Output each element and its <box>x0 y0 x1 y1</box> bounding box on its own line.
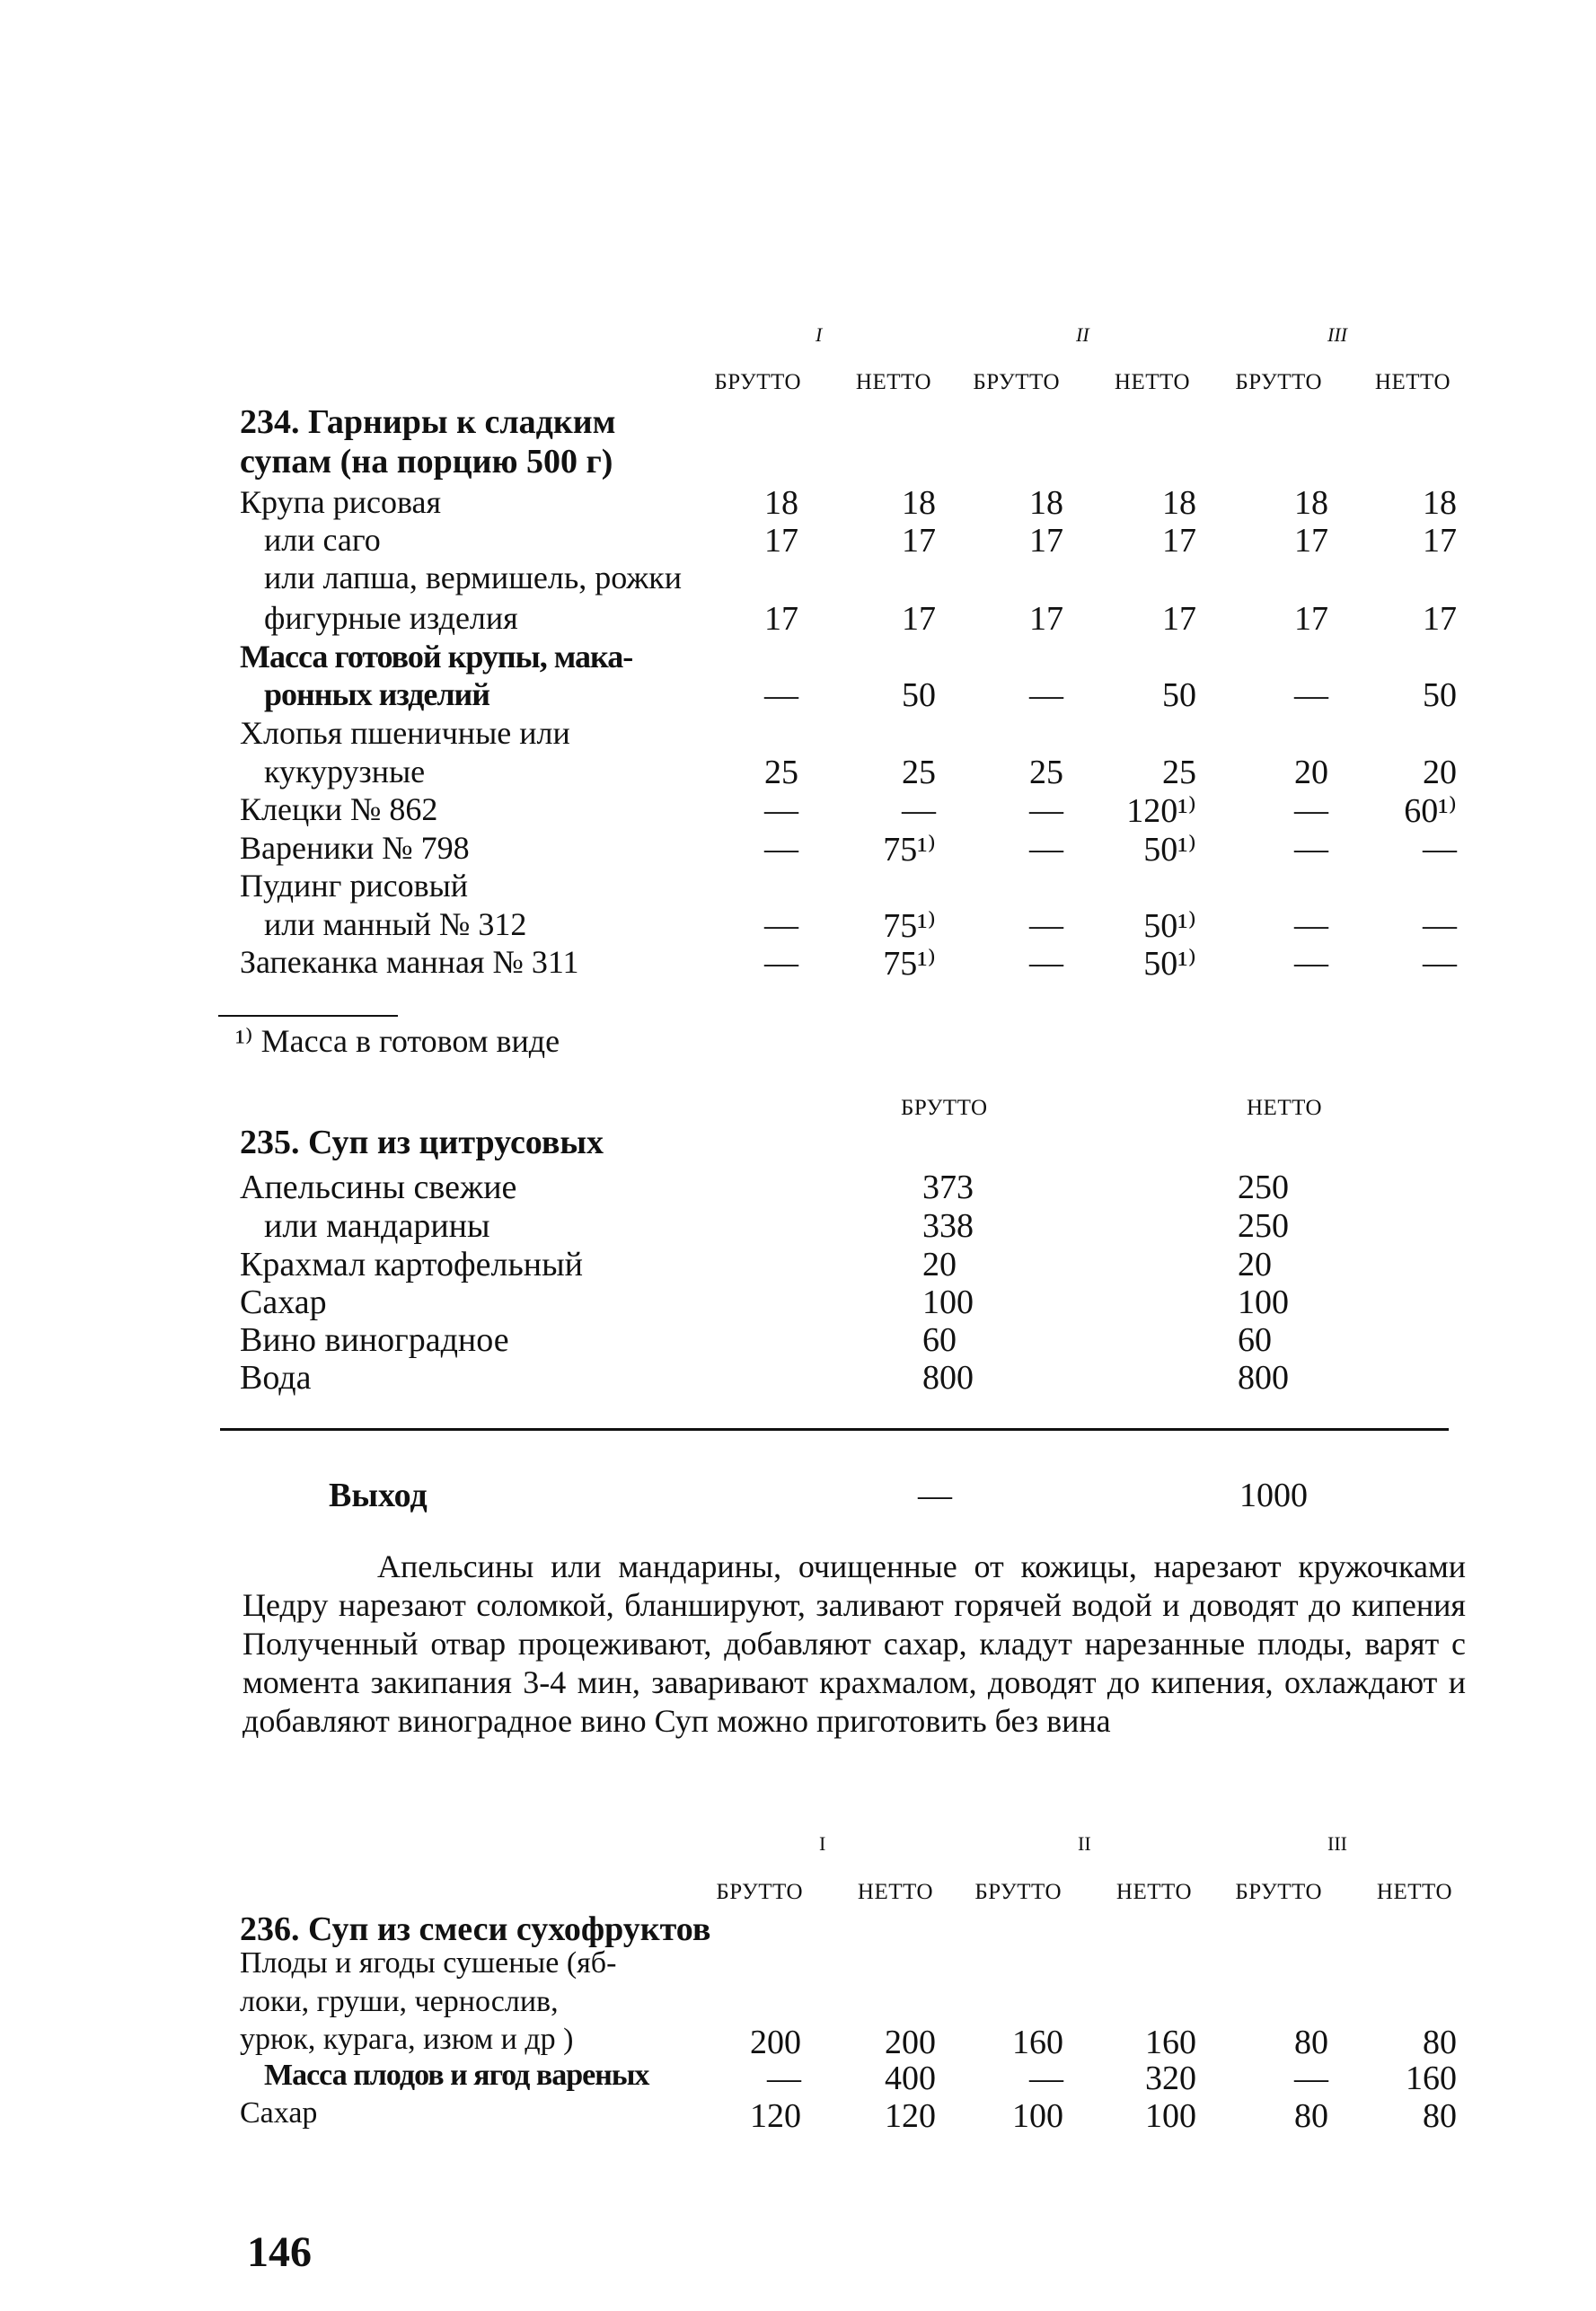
table-cell: 320 <box>1145 2060 1196 2097</box>
table-cell: — <box>1294 676 1328 714</box>
page-number: 146 <box>247 2228 312 2276</box>
row-label: ронных изделий <box>264 676 490 712</box>
table-cell: 25 <box>902 754 936 791</box>
row-label: Крупа рисовая <box>240 484 442 520</box>
table-cell: 100 <box>1012 2097 1063 2135</box>
table-cell: 60¹⁾ <box>1404 792 1457 830</box>
table-cell: 25 <box>1162 754 1196 791</box>
table-cell: — <box>1294 830 1328 868</box>
row-label: Плоды и ягоды сушеные (яб- <box>240 1946 617 1980</box>
col-header: БРУТТО <box>716 1880 803 1904</box>
table-cell: 17 <box>764 522 798 560</box>
table-cell: 250 <box>1238 1207 1289 1245</box>
footnote-rule <box>218 1015 398 1017</box>
col-header: НЕТТО <box>1115 1880 1192 1904</box>
row-label: или мандарины <box>264 1207 490 1245</box>
table-cell: 160 <box>1406 2060 1457 2097</box>
table-cell: 100 <box>1238 1283 1289 1321</box>
col-header: БРУТТО <box>974 1880 1062 1904</box>
group-header-ii: II <box>1076 323 1089 346</box>
col-header: НЕТТО <box>855 370 931 394</box>
table-cell: 250 <box>1238 1169 1289 1206</box>
table-cell: 18 <box>1294 484 1328 522</box>
table-cell: 100 <box>922 1283 974 1321</box>
table-cell: 160 <box>1145 2024 1196 2061</box>
row-label: Сахар <box>240 1283 327 1321</box>
table-cell: 17 <box>902 600 936 638</box>
table-cell: — <box>1029 2060 1063 2097</box>
table-cell: — <box>1423 944 1457 982</box>
table-cell: 80 <box>1423 2024 1457 2061</box>
table-cell: 18 <box>1423 484 1457 522</box>
table-cell: 25 <box>1029 754 1063 791</box>
table-cell: — <box>1029 791 1063 829</box>
yield-brutto: — <box>918 1477 952 1514</box>
table-cell: 50¹⁾ <box>1143 945 1196 983</box>
table-cell: — <box>764 791 798 829</box>
row-label: или саго <box>264 522 381 558</box>
col-header: БРУТТО <box>901 1096 988 1120</box>
row-label: Апельсины свежие <box>240 1169 517 1206</box>
table-cell: 18 <box>902 484 936 522</box>
table-cell: 17 <box>1423 600 1457 638</box>
table-cell: — <box>1029 676 1063 714</box>
table-cell: 20 <box>922 1246 957 1283</box>
table-cell: 80 <box>1423 2097 1457 2135</box>
row-label: Запеканка манная № 311 <box>240 944 579 980</box>
table-cell: 50 <box>1423 676 1457 714</box>
table-cell: 400 <box>885 2060 936 2097</box>
table-cell: 17 <box>1029 600 1063 638</box>
table-title: супам (на порцию 500 г) <box>240 443 613 481</box>
table-cell: 17 <box>764 600 798 638</box>
yield-netto: 1000 <box>1239 1477 1308 1514</box>
table-cell: — <box>764 906 798 944</box>
table-cell: — <box>1294 906 1328 944</box>
table-cell: — <box>764 944 798 982</box>
table-cell: 50¹⁾ <box>1143 831 1196 869</box>
table-cell: 17 <box>1294 522 1328 560</box>
table-cell: 80 <box>1294 2097 1328 2135</box>
table-cell: 18 <box>1162 484 1196 522</box>
table-rule <box>220 1428 1449 1431</box>
table-cell: 800 <box>922 1359 974 1397</box>
table-cell: — <box>1294 2060 1328 2097</box>
table-cell: 60 <box>922 1321 957 1359</box>
table-cell: 17 <box>902 522 936 560</box>
row-label: фигурные изделия <box>264 600 518 636</box>
row-label: Вино виноградное <box>240 1321 509 1359</box>
table-cell: — <box>902 791 936 829</box>
table-title: 235. Суп из цитрусовых <box>240 1124 604 1161</box>
table-cell: 75¹⁾ <box>883 945 936 983</box>
col-header: БРУТТО <box>973 370 1060 394</box>
table-cell: 17 <box>1162 522 1196 560</box>
table-cell: 18 <box>764 484 798 522</box>
table-cell: 120 <box>750 2097 801 2135</box>
table-cell: 20 <box>1423 754 1457 791</box>
row-label: Пудинг рисовый <box>240 868 469 904</box>
table-cell: 373 <box>922 1169 974 1206</box>
table-cell: — <box>1294 944 1328 982</box>
table-cell: 20 <box>1294 754 1328 791</box>
table-cell: 18 <box>1029 484 1063 522</box>
col-header: БРУТТО <box>1235 370 1322 394</box>
col-header: НЕТТО <box>1114 370 1190 394</box>
table-cell: 160 <box>1012 2024 1063 2061</box>
row-label: урюк, курага, изюм и др ) <box>240 2023 574 2056</box>
table-cell: — <box>1423 906 1457 944</box>
yield-label: Выход <box>329 1477 428 1514</box>
table-cell: 50 <box>902 676 936 714</box>
table-cell: — <box>1029 944 1063 982</box>
table-cell: — <box>764 676 798 714</box>
table-cell: 200 <box>750 2024 801 2061</box>
row-label: локи, груши, чернослив, <box>240 1985 559 2018</box>
row-label: Масса готовой крупы, мака- <box>240 639 633 675</box>
row-label: Масса плодов и ягод вареных <box>264 2059 649 2092</box>
group-header-ii: II <box>1078 1832 1091 1855</box>
table-cell: 25 <box>764 754 798 791</box>
table-cell: 17 <box>1294 600 1328 638</box>
table-cell: — <box>767 2060 801 2097</box>
col-header: НЕТТО <box>857 1880 933 1904</box>
row-label: или лапша, вермишель, рожки <box>264 560 683 595</box>
row-label: Вареники № 798 <box>240 830 470 866</box>
table-cell: 50 <box>1162 676 1196 714</box>
group-header-i: I <box>816 323 823 346</box>
table-cell: 17 <box>1423 522 1457 560</box>
row-label: Крахмал картофельный <box>240 1246 584 1283</box>
recipe-paragraph: Апельсины или мандарины, очищенные от кожицы, нарезают кружочками Цедру нарезают соломкой, бланшируют, заливают горячей водой и доводят до кипения Полученный отвар процеживают, добавляют сахар, кладут нарезанные плоды, варят с момента закипания 3-4 мин, заваривают крахмалом, доводят до кипения, охлаждают и добавляют виноградное вино Суп можно приготовить без вина <box>242 1548 1466 1739</box>
table-cell: 17 <box>1029 522 1063 560</box>
col-header: НЕТТО <box>1247 1096 1323 1120</box>
col-header: НЕТТО <box>1376 1880 1452 1904</box>
table-cell: 800 <box>1238 1359 1289 1397</box>
table-cell: 100 <box>1145 2097 1196 2135</box>
row-label: Вода <box>240 1359 312 1397</box>
table-title: 236. Суп из смеси сухофруктов <box>240 1910 711 1948</box>
table-cell: — <box>764 830 798 868</box>
row-label: кукурузные <box>264 754 426 789</box>
table-cell: 120 <box>885 2097 936 2135</box>
table-cell: 60 <box>1238 1321 1272 1359</box>
table-cell: 20 <box>1238 1246 1272 1283</box>
row-label: Сахар <box>240 2096 318 2130</box>
group-header-iii: III <box>1327 323 1347 346</box>
table-title: 234. Гарниры к сладким <box>240 403 616 441</box>
row-label: или манный № 312 <box>264 906 527 942</box>
table-cell: — <box>1029 906 1063 944</box>
table-cell: 200 <box>885 2024 936 2061</box>
table-cell: 338 <box>922 1207 974 1245</box>
col-header: НЕТТО <box>1374 370 1451 394</box>
table-cell: 50¹⁾ <box>1143 907 1196 945</box>
table-cell: — <box>1029 830 1063 868</box>
group-header-iii: III <box>1327 1832 1347 1855</box>
row-label: Хлопья пшеничные или <box>240 715 570 751</box>
table-cell: 17 <box>1162 600 1196 638</box>
table-cell: 120¹⁾ <box>1126 792 1196 830</box>
table-cell: — <box>1294 791 1328 829</box>
footnote: ¹⁾ Масса в готовом виде <box>235 1023 560 1059</box>
table-cell: 75¹⁾ <box>883 831 936 869</box>
row-label: Клецки № 862 <box>240 791 438 827</box>
group-header-i: I <box>819 1832 826 1855</box>
table-cell: 75¹⁾ <box>883 907 936 945</box>
col-header: БРУТТО <box>1235 1880 1322 1904</box>
table-cell: — <box>1423 830 1457 868</box>
table-cell: 80 <box>1294 2024 1328 2061</box>
col-header: БРУТТО <box>714 370 801 394</box>
